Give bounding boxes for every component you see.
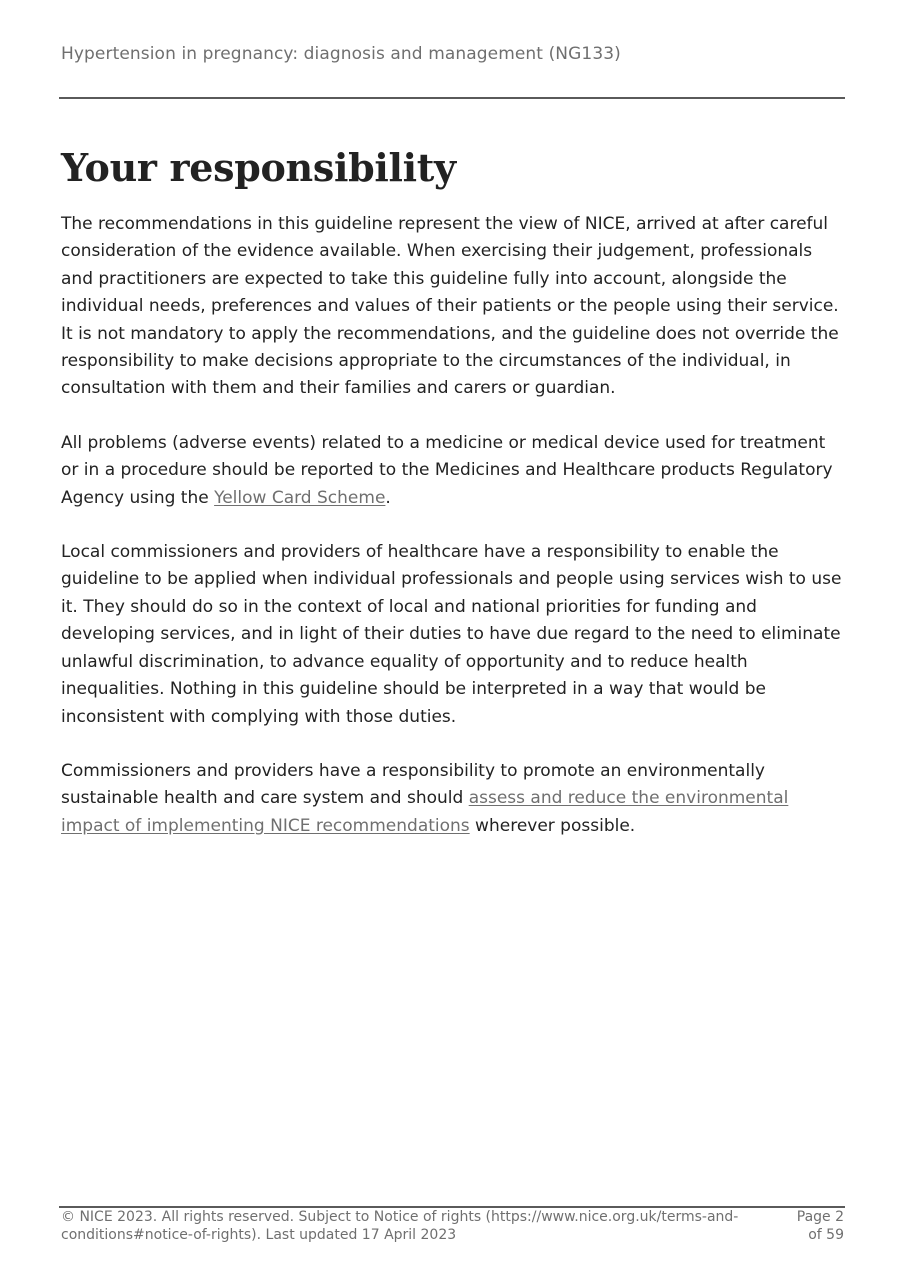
paragraph-local-commissioners: Local commissioners and providers of healthcare have a responsibility to enable the guideline to be applied when individual professionals and people using services wish to use it. They should do so in the context of local and national priorities for funding and developing services, and in light of their duties to have due regard to the need to eliminate unlawful discrimination, to advance equality of opportunity and to reduce health inequalities. Nothing in this guideline should be interpreted in a way that would be inconsistent with complying with those duties. xyxy=(61,542,842,727)
page-title: Your responsibility xyxy=(61,145,456,190)
paragraph-recommendations: The recommendations in this guideline represent the view of NICE, arrived at after careful consideration of the evidence available. When exercising their judgement, professionals and practitioners are expected to take this guideline fully into account, alongside the individual needs, preferences and values of their patients or the people using their service. It is not mandatory to apply the recommendations, and the guideline does not override the responsibility to make decisions appropriate to the circumstances of the individual, in consultation with them and their families and carers or guardian. xyxy=(61,214,839,399)
body-content xyxy=(61,211,847,867)
paragraph-adverse-events xyxy=(61,430,847,512)
footer-copyright: © NICE 2023. All rights reserved. Subject to Notice of rights (https://www.nice.org.uk/terms-and-conditions#notice-of-rights). Last updated 17 April 2023 xyxy=(61,1209,739,1243)
paragraph-environment xyxy=(61,758,847,840)
running-header: Hypertension in pregnancy: diagnosis and management (NG133) xyxy=(61,44,621,64)
yellow-card-scheme-link[interactable]: Yellow Card Scheme xyxy=(214,487,386,508)
header-divider xyxy=(59,97,845,99)
environmental-impact-link[interactable]: assess and reduce the environmental impact of implementing NICE recommendations xyxy=(61,788,789,836)
paragraph-text-after: wherever possible. xyxy=(469,815,636,836)
page-number: Page 2 of 59 xyxy=(796,1209,844,1243)
paragraph-text-after: . xyxy=(385,487,391,508)
paragraph-text-before: All problems (adverse events) related to a medicine or medical device used for treatment or in a procedure should be reported to the Medicines and Healthcare products Regulatory Agency using the xyxy=(61,432,833,508)
paragraph-text-before: Commissioners and providers have a responsibility to promote an environmentally sustainable health and care system and should xyxy=(61,760,765,809)
